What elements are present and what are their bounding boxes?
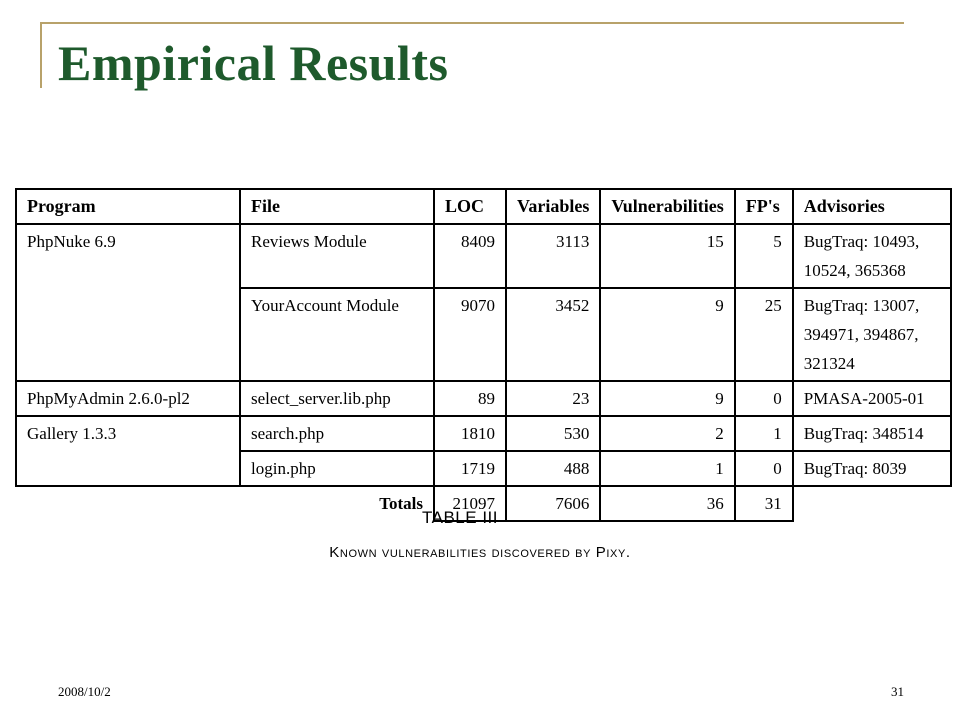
- header-advisories: Advisories: [793, 189, 951, 224]
- cell-file: select_server.lib.php: [240, 381, 434, 416]
- cell-file: Reviews Module: [240, 224, 434, 288]
- cell-vulnerabilities: 9: [600, 381, 734, 416]
- cell-loc: 89: [434, 381, 506, 416]
- table-row: [16, 416, 951, 451]
- totals-label: Totals: [379, 494, 423, 513]
- header-program: Program: [16, 189, 240, 224]
- cell-advisories: BugTraq: 10493, 10524, 365368: [793, 224, 951, 288]
- table-row: [16, 381, 951, 416]
- cell-fps: 0: [735, 381, 793, 416]
- cell-vulnerabilities: 2: [600, 416, 734, 451]
- cell-file: YourAccount Module: [240, 288, 434, 381]
- cell-vulnerabilities: 1: [600, 451, 734, 486]
- table-header-row: [16, 189, 951, 224]
- cell-advisories: BugTraq: 8039: [793, 451, 951, 486]
- cell-loc: 9070: [434, 288, 506, 381]
- cell-variables: 488: [506, 451, 600, 486]
- cell-file: login.php: [240, 451, 434, 486]
- totals-vulnerabilities: 36: [600, 486, 734, 521]
- cell-variables: 530: [506, 416, 600, 451]
- header-fps: FP's: [735, 189, 793, 224]
- slide-page-number: 31: [891, 684, 904, 699]
- totals-fps: 31: [735, 486, 793, 521]
- table-caption-number: TABLE III: [422, 508, 498, 527]
- cell-program: Gallery 1.3.3: [16, 416, 240, 486]
- totals-variables: 7606: [506, 486, 600, 521]
- cell-advisories: BugTraq: 348514: [793, 416, 951, 451]
- cell-advisories: BugTraq: 13007, 394971, 394867, 321324: [793, 288, 951, 381]
- table-row: [16, 224, 951, 288]
- table-caption-text: Known vulnerabilities discovered by Pixy.: [329, 544, 631, 561]
- header-vulnerabilities: Vulnerabilities: [600, 189, 734, 224]
- cell-advisories: PMASA-2005-01: [793, 381, 951, 416]
- header-loc: LOC: [434, 189, 506, 224]
- cell-fps: 0: [735, 451, 793, 486]
- results-table-container: [15, 188, 952, 522]
- cell-variables: 3452: [506, 288, 600, 381]
- slide-title: Empirical Results: [58, 35, 449, 91]
- cell-fps: 1: [735, 416, 793, 451]
- cell-loc: 1810: [434, 416, 506, 451]
- header-variables: Variables: [506, 189, 600, 224]
- cell-fps: 5: [735, 224, 793, 288]
- slide-date: 2008/10/2: [58, 684, 111, 699]
- results-table: [15, 188, 952, 522]
- cell-variables: 23: [506, 381, 600, 416]
- header-file: File: [240, 189, 434, 224]
- cell-variables: 3113: [506, 224, 600, 288]
- cell-program: PhpMyAdmin 2.6.0-pl2: [16, 381, 240, 416]
- totals-loc: 21097: [434, 486, 506, 521]
- cell-vulnerabilities: 9: [600, 288, 734, 381]
- cell-loc: 8409: [434, 224, 506, 288]
- left-accent-line: [40, 22, 42, 88]
- cell-vulnerabilities: 15: [600, 224, 734, 288]
- cell-loc: 1719: [434, 451, 506, 486]
- cell-file: search.php: [240, 416, 434, 451]
- cell-fps: 25: [735, 288, 793, 381]
- cell-program: PhpNuke 6.9: [16, 224, 240, 381]
- top-accent-line: [40, 22, 904, 24]
